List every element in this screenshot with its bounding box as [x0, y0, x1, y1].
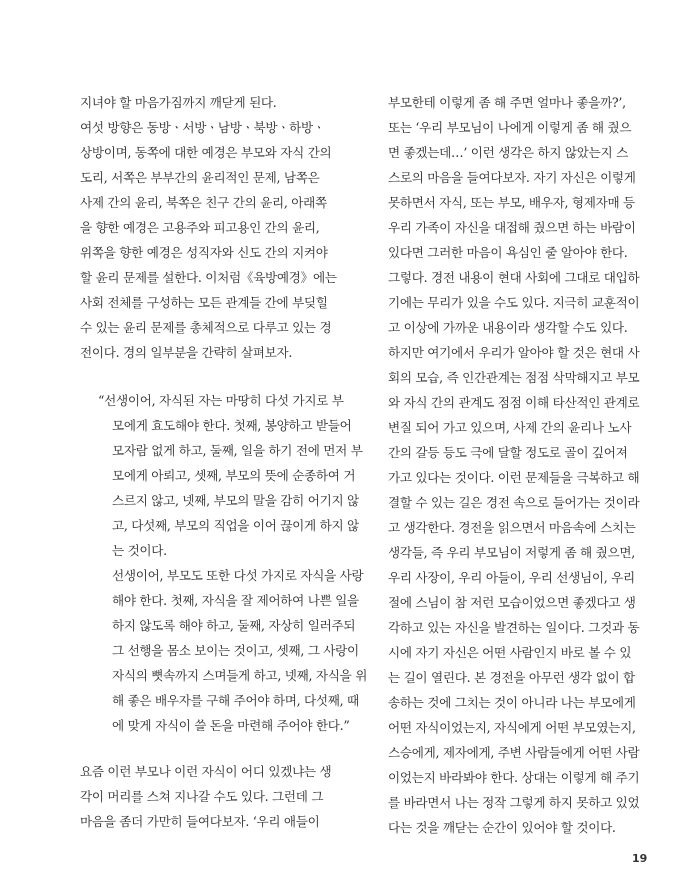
text-line: 와 자식 간의 관계도 점점 이해 타산적인 관계로 [388, 395, 640, 410]
quote-line: 해야 한다. 첫째, 자식을 잘 제어하여 나쁜 일을 [112, 593, 359, 608]
text-line: 못하면서 자식, 또는 부모, 배우자, 형제자매 등 [388, 195, 635, 210]
text-line: 할 윤리 문제를 설한다. 이처럼《육방예경》에는 [80, 270, 337, 285]
quote-line: 자식의 뼛속까지 스며들게 하고, 넷째, 자식을 위 [112, 668, 368, 683]
text-line: 면 좋겠는데…’ 이런 생각은 하지 않았는지 스 [388, 145, 628, 160]
text-line: 생각들, 즉 우리 부모님이 저렇게 좀 해 줬으면, [388, 545, 635, 560]
text-line: 기에는 무리가 있을 수도 있다. 지극히 교훈적이 [388, 295, 640, 310]
text-line: 스승에게, 제자에게, 주변 사람들에게 어떤 사람 [388, 745, 640, 760]
quote-line: 스르지 않고, 넷째, 부모의 말을 감히 어기지 않 [112, 493, 359, 508]
text-line: 어떤 자식이었는지, 자식에게 어떤 부모였는지, [388, 720, 636, 735]
quote-line: 그 선행을 몸소 보이는 것이고, 셋째, 그 사랑이 [112, 643, 359, 658]
text-line: 회의 모습, 즉 인간관계는 점점 삭막해지고 부모 [388, 370, 640, 385]
text-line: 상방이며, 동쪽에 대한 예경은 부모와 자식 간의 [80, 145, 332, 160]
text-line: 사제 간의 윤리, 북쪽은 친구 간의 윤리, 아래쪽 [80, 195, 327, 210]
text-line: 사회 전체를 구성하는 모든 관계들 간에 부딪힐 [80, 295, 328, 310]
text-line: 을 향한 예경은 고용주와 피고용인 간의 윤리, [80, 220, 320, 235]
text-line: 스로의 마음을 들여다보자. 자기 자신은 이렇게 [388, 170, 636, 185]
text-line: 가고 있다는 것이다. 이런 문제들을 극복하고 해 [388, 470, 640, 485]
quote-line: 모자람 없게 하고, 둘째, 일을 하기 전에 먼저 부 [112, 443, 363, 458]
text-line: 고 생각한다. 경전을 읽으면서 마음속에 스치는 [388, 520, 636, 535]
text-line: 하지만 여기에서 우리가 알아야 할 것은 현대 사 [388, 345, 640, 360]
quote-line: 선생이어, 부모도 또한 다섯 가지로 자식을 사랑 [112, 568, 364, 583]
text-line: 각하고 있는 자신을 발견하는 일이다. 그것과 동 [388, 620, 640, 635]
text-line: 여섯 방향은 동방ㆍ서방ㆍ남방ㆍ북방ㆍ하방ㆍ [80, 120, 325, 135]
text-line: 지녀야 할 마음가짐까지 깨닫게 된다. [80, 95, 277, 110]
text-line: 는 길이 열린다. 본 경전을 아무런 생각 없이 합 [388, 670, 635, 685]
quote-line: 모에게 효도해야 한다. 첫째, 봉양하고 받들어 [112, 418, 352, 433]
page-number: 19 [632, 852, 648, 865]
quote-line: 고, 다섯째, 부모의 직업을 이어 끊이게 하지 않 [112, 518, 359, 533]
text-line: 를 바라면서 나는 정작 그렇게 하지 못하고 있었 [388, 795, 640, 810]
quote-line: 하지 않도록 해야 하고, 둘째, 자상히 일러주되 [112, 618, 356, 633]
text-line: 요즘 이런 부모나 이런 자식이 어디 있겠냐는 생 [80, 764, 332, 779]
text-line: 간의 갈등 등도 극에 달할 정도로 골이 깊어져 [388, 445, 628, 460]
quote-line: 에 맞게 자식이 쓸 돈을 마련해 주어야 한다.” [112, 718, 350, 733]
text-line: 고 이상에 가까운 내용이라 생각할 수도 있다. [388, 320, 628, 335]
text-line: 각이 머리를 스쳐 지나갈 수도 있다. 그런데 그 [80, 789, 324, 804]
text-line: 변질 되어 가고 있으며, 사제 간의 윤리나 노사 [388, 420, 632, 435]
text-line: 위쪽을 향한 예경은 성직자와 신도 간의 지켜야 [80, 245, 328, 260]
text-line: 전이다. 경의 일부분을 간략히 살펴보자. [80, 345, 293, 360]
text-line: 마음을 좀더 가만히 들여다보자. ‘우리 애들이 [80, 814, 320, 829]
quote-line: “선생이어, 자식된 자는 마땅히 다섯 가지로 부 [98, 393, 344, 408]
text-line: 송하는 것에 그치는 것이 아니라 나는 부모에게 [388, 695, 636, 710]
text-line: 이었는지 바라봐야 한다. 상대는 이렇게 해 주기 [388, 770, 640, 785]
text-line: 시에 자기 자신은 어떤 사람인지 바로 볼 수 있 [388, 645, 632, 660]
text-line: 수 있는 윤리 문제를 총체적으로 다루고 있는 경 [80, 320, 332, 335]
text-line: 있다면 그러한 마음이 욕심인 줄 알아야 한다. [388, 245, 628, 260]
text-line: 또는 ‘우리 부모님이 나에게 이렇게 좀 해 줬으 [388, 120, 632, 135]
text-line: 그렇다. 경전 내용이 현대 사회에 그대로 대입하 [388, 270, 640, 285]
text-line: 부모한테 이렇게 좀 해 주면 얼마나 좋을까?’, [388, 95, 626, 110]
text-line: 우리 사장이, 우리 아들이, 우리 선생님이, 우리 [388, 570, 635, 585]
quote-line: 모에게 아뢰고, 셋째, 부모의 뜻에 순종하여 거 [112, 468, 356, 483]
text-line: 다는 것을 깨닫는 순간이 있어야 할 것이다. [388, 820, 616, 835]
quote-line: 는 것이다. [112, 543, 167, 558]
text-line: 우리 가족이 자신을 대접해 줬으면 하는 바람이 [388, 220, 636, 235]
text-line: 도리, 서쪽은 부부간의 윤리적인 문제, 남쪽은 [80, 170, 320, 185]
quote-line: 해 좋은 배우자를 구해 주어야 하며, 다섯째, 때 [112, 693, 359, 708]
text-line: 절에 스님이 참 저런 모습이었으면 좋겠다고 생 [388, 595, 636, 610]
text-line: 결할 수 있는 길은 경전 속으로 들어가는 것이라 [388, 495, 640, 510]
